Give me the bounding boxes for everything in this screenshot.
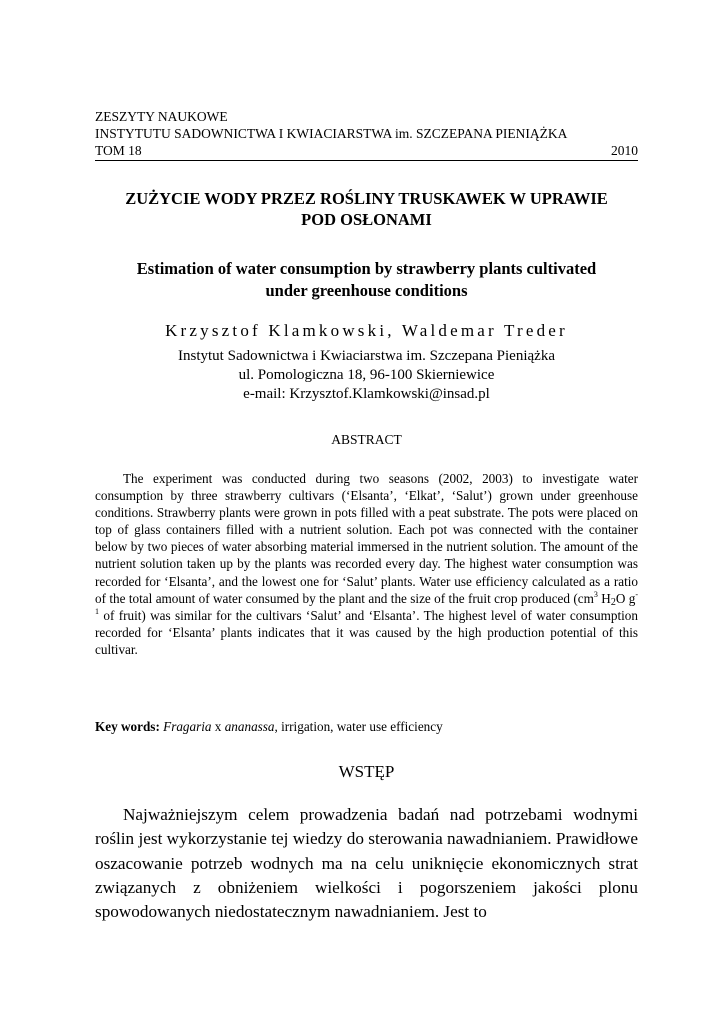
title-polish (95, 188, 638, 230)
title-english (95, 258, 638, 302)
affiliation (95, 347, 638, 404)
title-polish-line1: ZUŻYCIE WODY PRZEZ ROŚLINY TRUSKAWEK W UPRAWIE (125, 189, 608, 208)
title-english-line1: Estimation of water consumption by strawberry plants cultivated (136, 259, 597, 278)
volume-line (95, 142, 638, 161)
section-heading: WSTĘP (338, 762, 395, 781)
affiliation-email: e-mail: Krzysztof.Klamkowski@insad.pl (243, 386, 490, 402)
title-english-line2: under greenhouse conditions (265, 281, 468, 300)
abstract-heading: ABSTRACT (331, 432, 402, 447)
abstract-text-part2: of fruit) was similar for the cultivars ‘Salut’ and ‘Elsanta’. The highest level of water consumption recorded for ‘Elsanta’ plants indicates that it was caused by the high production potential of this cultivar. (95, 607, 638, 657)
unit-superscript-minus1: -1 (95, 589, 638, 616)
keyword-species: ananassa (224, 719, 275, 734)
unit-superscript-3: 3 (593, 589, 598, 599)
unit-o-g: O g (615, 590, 636, 606)
affiliation-address: ul. Pomologiczna 18, 96-100 Skierniewice (238, 367, 495, 383)
authors: Krzysztof Klamkowski, Waldemar Treder (165, 321, 568, 340)
keywords-rest: , irrigation, water use efficiency (274, 719, 443, 734)
keyword-genus: Fragaria (163, 719, 212, 734)
volume-number: TOM 18 (95, 143, 142, 158)
keywords-label: Key words: (95, 719, 160, 734)
keyword-cross: x (211, 719, 225, 734)
institute-name: INSTYTUTU SADOWNICTWA I KWIACIARSTWA im. SZCZEPANA PIENIĄŻKA (95, 126, 568, 141)
abstract-text (95, 470, 638, 658)
keywords (95, 718, 638, 735)
unit-subscript-2: 2 (610, 596, 616, 608)
title-polish-line2: POD OSŁONAMI (301, 210, 432, 229)
abstract-text-part1: The experiment was conducted during two seasons (2002, 2003) to investigate water consumption by three strawberry cultivars (‘Elsanta’, ‘Elkat’, ‘Salut’) grown under greenhouse conditions. Strawberry plants were grown in pots filled with a peat substrate. The pots were placed on top of glass containers filled with a nutrient solution. Each pot was connected with the container below by two pieces of water absorbing material immersed in the nutrient solution. The amount of the nutrient solution taken up by the plants was recorded every day. The highest water consumption was recorded for ‘Elsanta’, and the lowest one for ‘Salut’ plants. Water use efficiency calculated as a ratio of the total amount of water consumed by the plant and the size of the fruit crop produced (cm (95, 471, 638, 606)
body-paragraph: Najważniejszym celem prowadzenia badań nad potrzebami wodnymi roślin jest wykorzystanie tej wiedzy do sterowania nawadnianiem. Prawidłowe oszacowanie potrzeb wodnych ma na celu uniknięcie ekonomicznych strat związanych z obniżeniem wielkości i pogorszeniem jakości plonu spowodowanych niedostatecznym nawadnianiem. Jest to (95, 805, 638, 922)
journal-name: ZESZYTY NAUKOWE (95, 109, 228, 124)
affiliation-institute: Instytut Sadownictwa i Kwiaciarstwa im. Szczepana Pieniążka (178, 348, 555, 364)
unit-h: H (597, 590, 611, 606)
publication-year: 2010 (611, 143, 638, 158)
